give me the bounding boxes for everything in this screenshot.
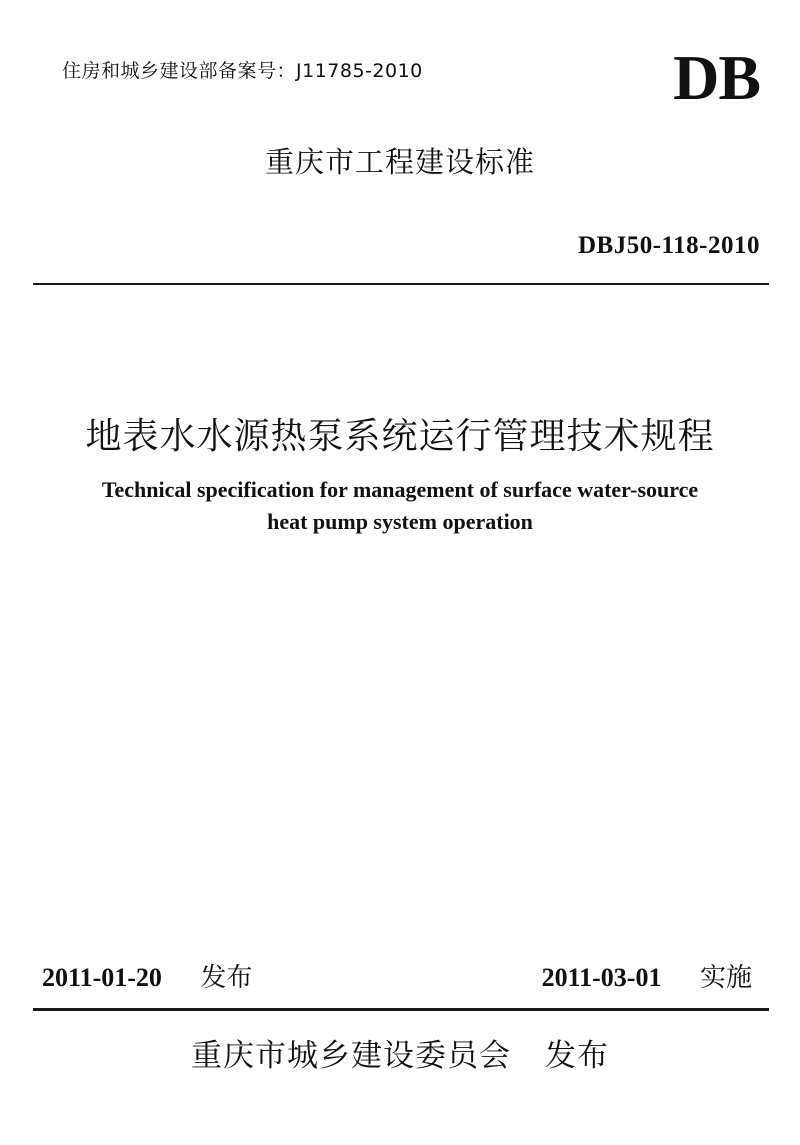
implement-date-block — [542, 957, 752, 994]
bottom-divider — [33, 1008, 769, 1011]
publisher-action: 发布 — [545, 1038, 609, 1074]
db-mark: DB — [673, 42, 760, 113]
record-number: 住房和城乡建设部备案号：J11785-2010 — [62, 60, 423, 82]
implement-label: 实施 — [699, 963, 752, 993]
issue-date-block — [42, 957, 252, 994]
title-chinese: 地表水水源热泵系统运行管理技术规程 — [85, 416, 715, 457]
implement-date: 2011-03-01 — [541, 963, 662, 992]
title-english-line-2: heat pump system operation — [267, 509, 533, 534]
top-divider — [33, 283, 769, 285]
publisher-line — [0, 1030, 800, 1075]
standard-category: 重庆市工程建设标准 — [264, 145, 535, 179]
publisher-name: 重庆市城乡建设委员会 — [191, 1038, 511, 1074]
issue-date: 2011-01-20 — [42, 963, 162, 992]
issue-label: 发布 — [200, 963, 253, 993]
title-english-line-1: Technical specification for management of surface water-source — [101, 477, 699, 502]
standard-number: DBJ50-118-2010 — [578, 232, 760, 259]
